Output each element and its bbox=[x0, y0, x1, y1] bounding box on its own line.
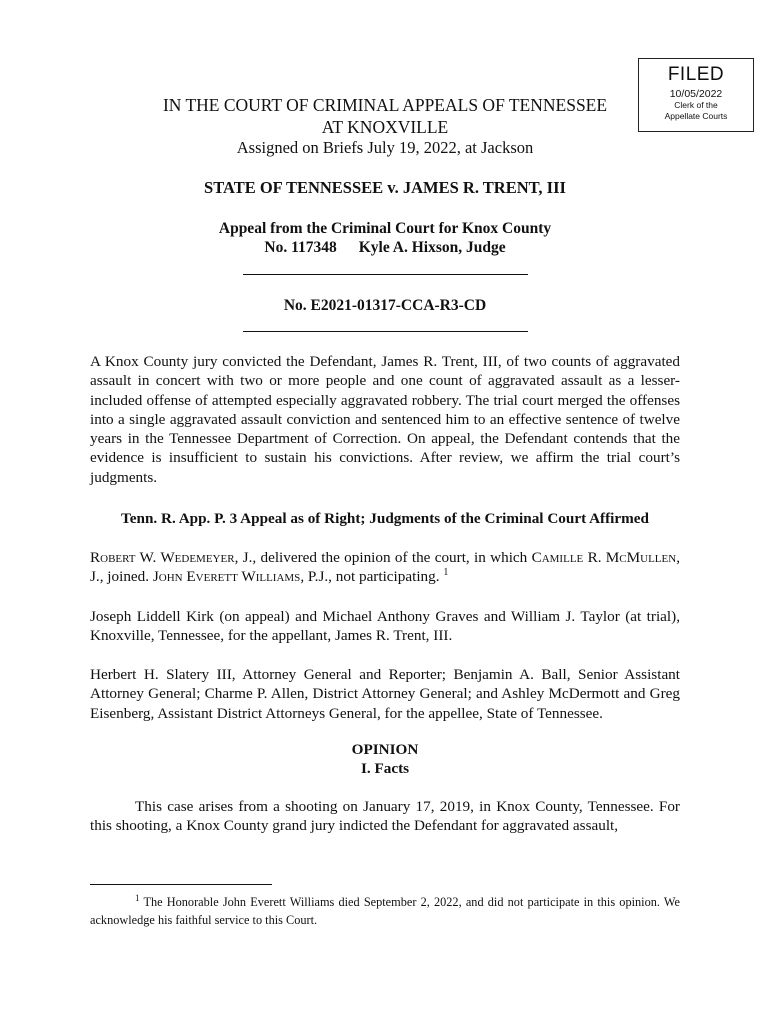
filed-stamp-title: FILED bbox=[667, 64, 725, 85]
trial-number: No. 117348 bbox=[264, 239, 337, 256]
footnote-divider bbox=[90, 884, 272, 885]
opinion-authorship bbox=[90, 548, 680, 587]
case-summary: A Knox County jury convicted the Defendant, James R. Trent, III, of two counts of aggravated assault in concert with two or more people and one count of aggravated assault as a lesser-included offense of attempted especially aggravated robbery. The trial court merged the offenses into a single aggravated assault conviction and sentenced him to an effective sentence of twelve years in the Tennessee Department of Correction. On appeal, the Defendant contends that the evidence is insufficient to sustain his convictions. After review, we affirm the trial court’s judgments. bbox=[90, 353, 680, 486]
opinion-title: OPINION bbox=[351, 741, 419, 758]
divider-top bbox=[243, 274, 528, 275]
joined-suffix: , J., joined. bbox=[90, 549, 680, 586]
joined-judge: Camille R. McMullen bbox=[531, 549, 677, 566]
appeal-info bbox=[90, 219, 680, 257]
filed-stamp-clerk: Clerk of the bbox=[674, 100, 718, 110]
not-participating-judge: John Everett Williams bbox=[152, 568, 301, 586]
divider-bottom bbox=[243, 331, 528, 332]
case-title: STATE OF TENNESSEE v. JAMES R. TRENT, III bbox=[204, 178, 566, 197]
filed-stamp bbox=[638, 58, 754, 132]
trial-info bbox=[90, 238, 680, 257]
docket-number: No. E2021-01317-CCA-R3-CD bbox=[283, 297, 487, 314]
appeal-from: Appeal from the Criminal Court for Knox County bbox=[218, 220, 552, 237]
disposition: Tenn. R. App. P. 3 Appeal as of Right; Judgments of the Criminal Court Affirmed bbox=[121, 510, 649, 527]
section-title: I. Facts bbox=[360, 760, 410, 778]
footnote-text: The Honorable John Everett Williams died September 2, 2022, and did not participate in this opinion. We acknowledge his faithful service to this Court. bbox=[90, 895, 680, 927]
footnote bbox=[90, 893, 680, 929]
filed-stamp-date: 10/05/2022 bbox=[669, 88, 723, 100]
opinion-body-paragraph: This case arises from a shooting on January 17, 2019, in Knox County, Tennessee. For this shooting, a Knox County grand jury indicted the Defendant for aggravated assault, bbox=[90, 798, 680, 835]
trial-judge: Kyle A. Hixson, Judge bbox=[358, 239, 506, 256]
not-participating-suffix: , P.J., not participating. bbox=[300, 568, 444, 586]
appellee-counsel: Herbert H. Slatery III, Attorney General and Reporter; Benjamin A. Ball, Senior Assistant Attorney General; Charme P. Allen, District Attorney General; and Ashley McDermott and Greg Eisenberg, Assistant District Attorneys General, for the appellee, State of Tennessee. bbox=[90, 666, 680, 722]
court-location: AT KNOXVILLE bbox=[321, 117, 449, 137]
appellant-counsel: Joseph Liddell Kirk (on appeal) and Michael Anthony Graves and William J. Taylor (at trial), Knoxville, Tennessee, for the appellant, James R. Trent, III. bbox=[90, 608, 680, 645]
court-name: IN THE COURT OF CRIMINAL APPEALS OF TENNESSEE bbox=[162, 95, 608, 115]
opinion-heading bbox=[90, 740, 680, 779]
footnote-reference[interactable]: 1 bbox=[443, 567, 449, 579]
court-heading bbox=[120, 94, 650, 138]
author-name: Robert W. Wedemeyer bbox=[90, 549, 235, 566]
author-suffix: , J., delivered the opinion of the court, in which bbox=[234, 549, 532, 566]
assigned-on-briefs: Assigned on Briefs July 19, 2022, at Jackson bbox=[236, 138, 534, 157]
footnote-number: 1 bbox=[135, 892, 140, 903]
filed-stamp-office: Appellate Courts bbox=[664, 111, 728, 121]
